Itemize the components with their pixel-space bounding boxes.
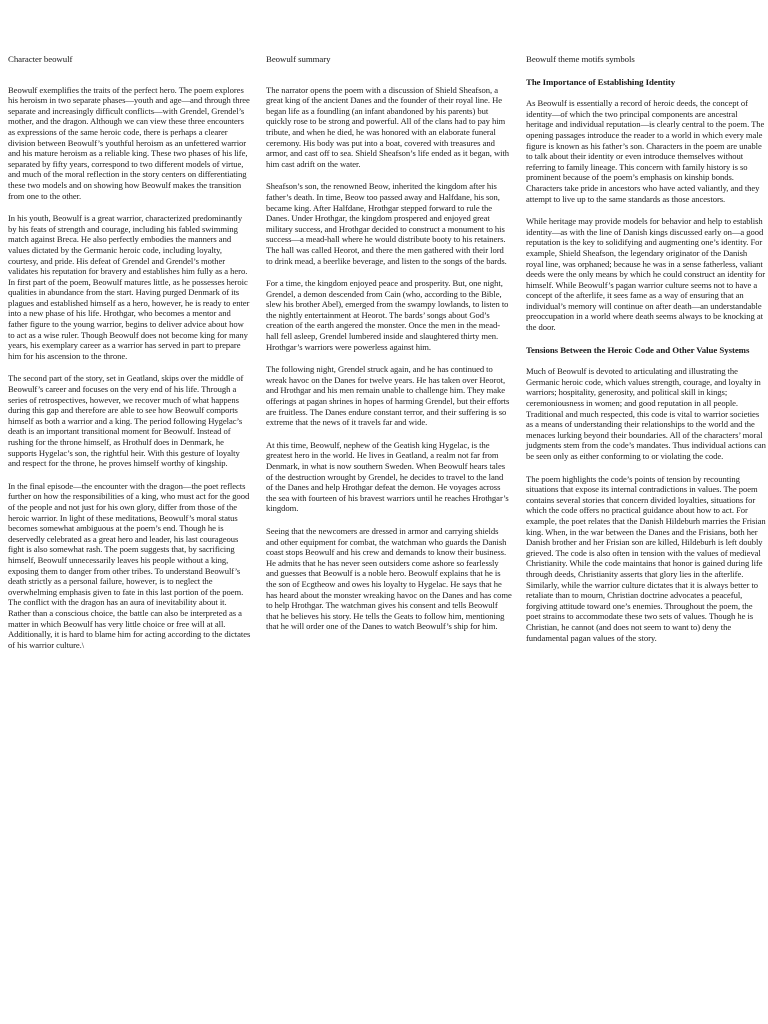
column-header: Beowulf theme motifs symbols — [526, 54, 635, 64]
paragraph: While heritage may provide models for behavior and help to establish identity—as with the line of Danish kings discussed early on—a good reputation is the key to solidifying and augmenting one’s identity. For example, Shield Sheafson, the legendary originator of the Danish royal line, was orphaned; because he was in a sense fatherless, valiant deeds were the only means by which he could construct an identity for himself. While Beowulf’s pagan warrior culture seems not to have a concept of the afterlife, it sees fame as a way of ensuring that an individual’s memory will continue on after death—an understandable preoccupation in a world where death seems always to be knocking at the door. — [526, 216, 766, 333]
paragraph: At this time, Beowulf, nephew of the Geatish king Hygelac, is the greatest hero in the world. He lives in Geatland, a realm not far from Denmark, in what is now southern Sweden. When Beowulf hears tales of the destruction wrought by Grendel, he decides to travel to the land of the Danes and help Hrothgar defeat the demon. He voyages across the sea with fourteen of his bravest warriors until he reaches Hrothgar’s kingdom. — [266, 439, 509, 514]
column-header: Beowulf summary — [266, 54, 331, 64]
paragraph: In his youth, Beowulf is a great warrior, characterized predominantly by his feats of strength and courage, including his fabled swimming match against Breca. He also perfectly embodies the manners and values dictated by the Germanic heroic code, including loyalty, courtesy, and pride. His defeat of Grendel and Grendel’s mother validates his reputation for bravery and establishes him fully as a hero. In first part of the poem, Beowulf matures little, as he possesses heroic qualities in abundance from the start. Having purged Denmark of its plagues and established himself as a hero, however, he is ready to enter into a new phase of his life. Hrothgar, who becomes a mentor and father figure to the young warrior, begins to deliver advice about how to act as a wise ruler. Though Beowulf does not become king for many years, his exemplary career as a warrior has served in part to prepare him for his ascension to the throne. — [8, 213, 250, 361]
paragraph: The poem highlights the code’s points of tension by recounting situations that expose its internal contradictions in values. The poem contains several stories that concern divided loyalties, situations for which the code offers no practical guidance about how to act. For example, the poet relates that the Danish Hildeburh marries the Frisian king. When, in the war between the Danes and the Frisians, both her Danish brother and her Frisian son are killed, Hildeburh is left doubly grieved. The code is also often in tension with the values of medieval Christianity. While the code maintains that honor is gained during life through deeds, Christianity asserts that glory lies in the afterlife. Similarly, while the warrior culture dictates that it is always better to retaliate than to mourn, Christian doctrine advocates a peaceful, forgiving attitude toward one’s enemies. Throughout the poem, the poet strains to accommodate these two sets of values. Though he is Christian, he cannot (and does not seem to want to) deny the fundamental pagan values of the story. — [526, 473, 766, 643]
paragraph: Seeing that the newcomers are dressed in armor and carrying shields and other equipment for combat, the watchman who guards the Danish coast stops Beowulf and his crew and demands to know their business. He admits that he has never seen outsiders come ashore so fearlessly and guesses that Beowulf is a noble hero. Beowulf explains that he is the son of Ecgtheow and owes his loyalty to Hygelac. He says that he has heard about the monster wreaking havoc on the Danes and has come to help Hrothgar. The watchman gives his consent and tells Beowulf that he believes his story. He tells the Geats to follow him, mentioning that he will order one of the Danes to watch Beowulf’s ship for him. — [266, 525, 512, 632]
paragraph: The second part of the story, set in Geatland, skips over the middle of Beowulf’s career and focuses on the very end of his life. Through a series of retrospectives, however, we recover much of what happens during this gap and therefore are able to see how Beowulf comports himself as both a warrior and a king. The period following Hygelac’s death is an important transitional moment for Beowulf. Instead of rushing for the throne himself, as Hrothulf does in Denmark, he supports Hygelac’s son, the rightful heir. With this gesture of loyalty and respect for the throne, he proves himself worthy of kingship. — [8, 373, 244, 469]
paragraph: The narrator opens the poem with a discussion of Shield Sheafson, a great king of the ancient Danes and the founder of their royal line. He began life as a foundling (an infant abandoned by his parents) but quickly rose to be strong and powerful. All of the clans had to pay him tribute, and when he died, he was honored with an elaborate funeral ceremony. His body was put into a boat, covered with treasures and armor, and cast off to sea. Shield Sheafson’s life ended as it began, with him cast adrift on the water. — [266, 84, 510, 169]
paragraph: In the final episode—the encounter with the dragon—the poet reflects further on how the responsibilities of a king, who must act for the good of the people and not just for his own glory, differ from those of the heroic warrior. In light of these meditations, Beowulf’s moral status becomes somewhat ambiguous at the poem’s end. Though he is deservedly celebrated as a great hero and leader, his last courageous fight is also somewhat rash. The poem suggests that, by sacrificing himself, Beowulf unnecessarily leaves his people without a king, exposing them to danger from other tribes. To understand Beowulf’s death strictly as a personal failure, however, is to neglect the overwhelming emphasis given to fate in this last portion of the poem. The conflict with the dragon has an aura of inevitability about it. Rather than a conscious choice, the battle can also be interpreted as a matter in which Beowulf has very little choice or free will at all. Additionally, it is hard to blame him for acting according to the dictates of his warrior culture.\ — [8, 480, 251, 650]
paragraph: Sheafson’s son, the renowned Beow, inherited the kingdom after his father’s death. In time, Beow too passed away and Halfdane, his son, became king. After Halfdane, Hrothgar stepped forward to rule the Danes. Under Hrothgar, the kingdom prospered and enjoyed great military success, and Hrothgar decided to construct a monument to his success—a mead-hall where he would distribute booty to his retainers. The hall was called Heorot, and there the men gathered with their lord to drink mead, a beerlike beverage, and listen to the songs of the bards. — [266, 181, 507, 266]
column-themes — [526, 54, 766, 655]
section-heading: The Importance of Establishing Identity — [526, 76, 676, 87]
column-header: Character beowulf — [8, 54, 73, 64]
paragraph: The following night, Grendel struck again, and he has continued to wreak havoc on the Danes for twelve years. He has taken over Heorot, and Hrothgar and his men remain unable to challenge him. They make offerings at pagan shrines in hopes of harming Grendel, but their efforts are fruitless. The Danes endure constant terror, and their suffering is so extreme that the news of it travels far and wide. — [266, 364, 510, 428]
paragraph: For a time, the kingdom enjoyed peace and prosperity. But, one night, Grendel, a demon descended from Cain (who, according to the Bible, slew his brother Abel), emerged from the swampy lowlands, to listen to the nightly entertainment at Heorot. The bards’ songs about God’s creation of the earth angered the monster. Once the men in the mead-hall fell asleep, Grendel lumbered inside and slaughtered thirty men. Hrothgar’s warriors were powerless against him. — [266, 278, 509, 352]
paragraph: Beowulf exemplifies the traits of the perfect hero. The poem explores his heroism in two separate phases—youth and age—and through three separate and increasingly difficult conflicts—with Grendel, Grendel’s mother, and the dragon. Although we can view these three encounters as expressions of the same heroic code, there is perhaps a clearer division between Beowulf’s youthful heroism as an unfettered warrior and his mature heroism as a reliable king. These two phases of his life, separated by fifty years, correspond to two different models of virtue, and much of the moral reflection in the story centers on differentiating these two models and on showing how Beowulf makes the transition from one to the other. — [8, 84, 250, 201]
column-character — [8, 54, 251, 662]
paragraph: As Beowulf is essentially a record of heroic deeds, the concept of identity—of which the two principal components are ancestral heritage and individual reputation—is clearly central to the poem. The opening passages introduce the reader to a world in which every male figure is known as his father’s son. Characters in the poem are unable to talk about their identity or even introduce themselves without referring to family lineage. This concern with family history is so prominent because of the poem’s emphasis on kinship bonds. Characters take pride in ancestors who have acted valiantly, and they attempt to live up to the same standards as those ancestors. — [526, 98, 765, 204]
column-summary — [266, 54, 512, 644]
paragraph: Much of Beowulf is devoted to articulating and illustrating the Germanic heroic code, which values strength, courage, and loyalty in warriors; hospitality, generosity, and political skill in kings; ceremoniousness in women; and good reputation in all people. Traditional and much respected, this code is vital to warrior societies as a means of understanding their relationships to the world and the menaces lurking beyond their boundaries. All of the characters’ moral judgments stem from the code’s mandates. Thus individual actions can be seen only as either conforming to or violating the code. — [526, 366, 766, 461]
section-heading: Tensions Between the Heroic Code and Other Value Systems — [526, 344, 750, 355]
